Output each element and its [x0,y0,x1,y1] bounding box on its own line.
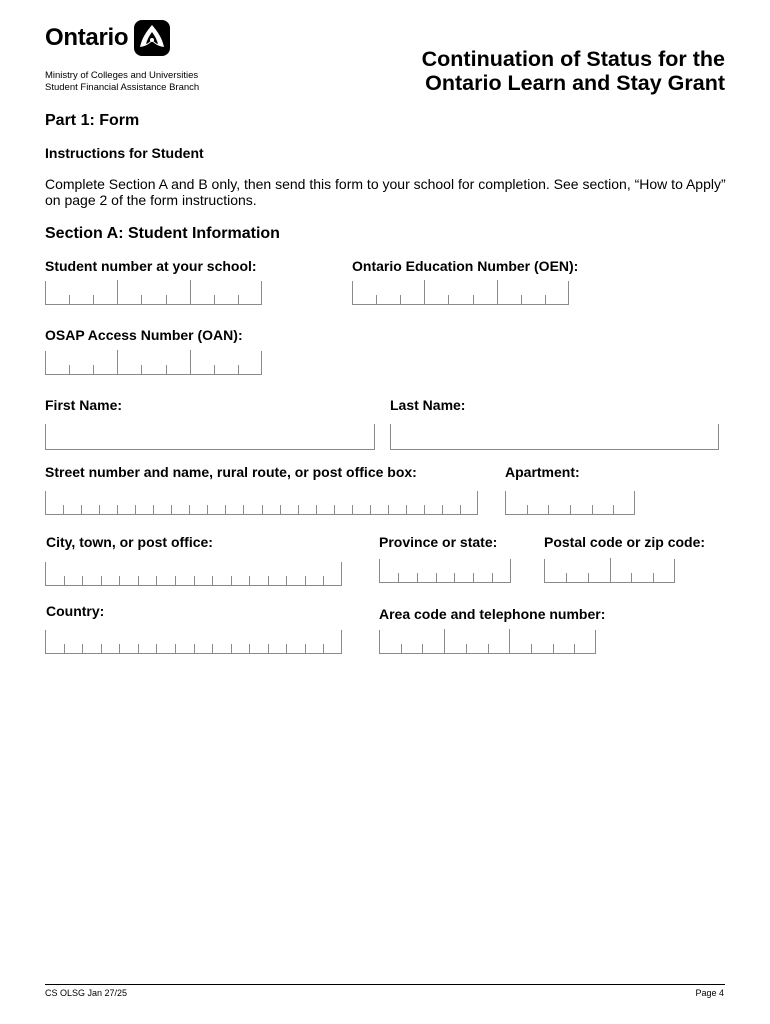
comb-divider [521,295,522,304]
comb-divider [610,558,611,582]
comb-divider [194,576,195,585]
comb-divider [305,576,306,585]
comb-divider [175,644,176,653]
comb-divider [574,644,575,653]
oan-label: OSAP Access Number (OAN): [45,327,243,343]
comb-divider [305,644,306,653]
comb-divider [592,505,593,514]
comb-divider [166,365,167,374]
comb-divider [334,505,335,514]
comb-divider [262,505,263,514]
comb-divider [141,295,142,304]
student-number-field[interactable] [45,281,262,305]
comb-divider [214,295,215,304]
comb-divider [189,505,190,514]
comb-divider [135,505,136,514]
city-label: City, town, or post office: [46,534,213,550]
phone-label: Area code and telephone number: [379,606,606,622]
comb-divider [119,576,120,585]
comb-divider [212,644,213,653]
instructions-text: Complete Section A and B only, then send this form to your school for completion. See section, “How to Apply” on page 2 of the form instructions. [45,176,726,208]
comb-divider [316,505,317,514]
comb-divider [280,505,281,514]
comb-divider [566,573,567,582]
comb-divider [286,644,287,653]
comb-divider [225,505,226,514]
comb-divider [82,644,83,653]
comb-divider [466,644,467,653]
comb-divider [93,365,94,374]
title-line-2: Ontario Learn and Stay Grant [425,71,725,95]
comb-divider [531,644,532,653]
comb-divider [454,573,455,582]
footer-divider [45,984,725,985]
comb-divider [243,505,244,514]
comb-divider [268,576,269,585]
title-line-1: Continuation of Status for the [421,47,725,71]
oen-label: Ontario Education Number (OEN): [352,258,579,274]
comb-divider [527,505,528,514]
first-name-field[interactable] [45,424,375,450]
comb-divider [613,505,614,514]
page-number: Page 4 [695,988,724,998]
province-field[interactable] [379,559,511,583]
comb-divider [553,644,554,653]
street-label: Street number and name, rural route, or post office box: [45,464,417,480]
comb-divider [156,576,157,585]
comb-divider [81,505,82,514]
comb-divider [422,644,423,653]
comb-divider [401,644,402,653]
comb-divider [388,505,389,514]
document-title [422,47,725,95]
comb-divider [424,280,425,304]
comb-divider [156,644,157,653]
student-number-label: Student number at your school: [45,258,257,274]
comb-divider [63,505,64,514]
comb-divider [64,644,65,653]
comb-divider [238,365,239,374]
instructions-title: Instructions for Student [45,145,204,161]
comb-divider [190,350,191,374]
logo-wordmark: Ontario [45,24,129,51]
section-a-title: Section A: Student Information [45,225,280,242]
phone-field[interactable] [379,630,596,654]
comb-divider [194,644,195,653]
comb-divider [117,280,118,304]
branch-name: Student Financial Assistance Branch [45,82,200,93]
comb-divider [398,573,399,582]
comb-divider [352,505,353,514]
comb-divider [166,295,167,304]
comb-divider [436,573,437,582]
comb-divider [82,576,83,585]
city-field[interactable] [45,562,342,586]
comb-divider [101,576,102,585]
form-code: CS OLSG Jan 27/25 [45,988,128,998]
comb-divider [214,365,215,374]
comb-divider [101,644,102,653]
comb-divider [117,505,118,514]
comb-divider [376,295,377,304]
comb-divider [488,644,489,653]
comb-divider [119,644,120,653]
last-name-label: Last Name: [390,397,466,413]
ontario-logo [45,20,170,56]
postal-code-label: Postal code or zip code: [544,534,706,550]
comb-divider [249,644,250,653]
comb-divider [444,629,445,653]
comb-divider [631,573,632,582]
comb-divider [99,505,100,514]
ministry-info [45,70,199,94]
comb-divider [424,505,425,514]
street-field[interactable] [45,491,478,515]
comb-divider [69,365,70,374]
trillium-icon [134,20,170,56]
comb-divider [400,295,401,304]
comb-divider [249,576,250,585]
comb-divider [141,365,142,374]
comb-divider [190,280,191,304]
comb-divider [69,295,70,304]
comb-divider [323,644,324,653]
comb-divider [653,573,654,582]
comb-divider [153,505,154,514]
comb-divider [442,505,443,514]
comb-divider [497,280,498,304]
comb-divider [370,505,371,514]
ministry-name: Ministry of Colleges and Universities [45,70,199,81]
comb-divider [509,629,510,653]
comb-divider [548,505,549,514]
comb-divider [231,644,232,653]
comb-divider [117,350,118,374]
apartment-label: Apartment: [505,464,580,480]
apartment-field[interactable] [505,491,635,515]
comb-divider [323,576,324,585]
comb-divider [231,576,232,585]
country-label: Country: [46,603,105,619]
comb-divider [138,644,139,653]
comb-divider [171,505,172,514]
comb-divider [545,295,546,304]
province-label: Province or state: [379,534,498,550]
postal-code-field[interactable] [544,559,675,583]
comb-divider [417,573,418,582]
comb-divider [473,573,474,582]
comb-divider [298,505,299,514]
comb-divider [64,576,65,585]
comb-divider [175,576,176,585]
comb-divider [238,295,239,304]
comb-divider [473,295,474,304]
first-name-label: First Name: [45,397,123,413]
comb-divider [212,576,213,585]
comb-divider [588,573,589,582]
oen-field[interactable] [352,281,569,305]
comb-divider [492,573,493,582]
comb-divider [286,576,287,585]
part-title: Part 1: Form [45,112,140,129]
comb-divider [448,295,449,304]
comb-divider [93,295,94,304]
comb-divider [138,576,139,585]
oan-field[interactable] [45,351,262,375]
comb-divider [460,505,461,514]
comb-divider [268,644,269,653]
comb-divider [207,505,208,514]
comb-divider [570,505,571,514]
comb-divider [406,505,407,514]
last-name-field[interactable] [390,424,719,450]
country-field[interactable] [45,630,342,654]
